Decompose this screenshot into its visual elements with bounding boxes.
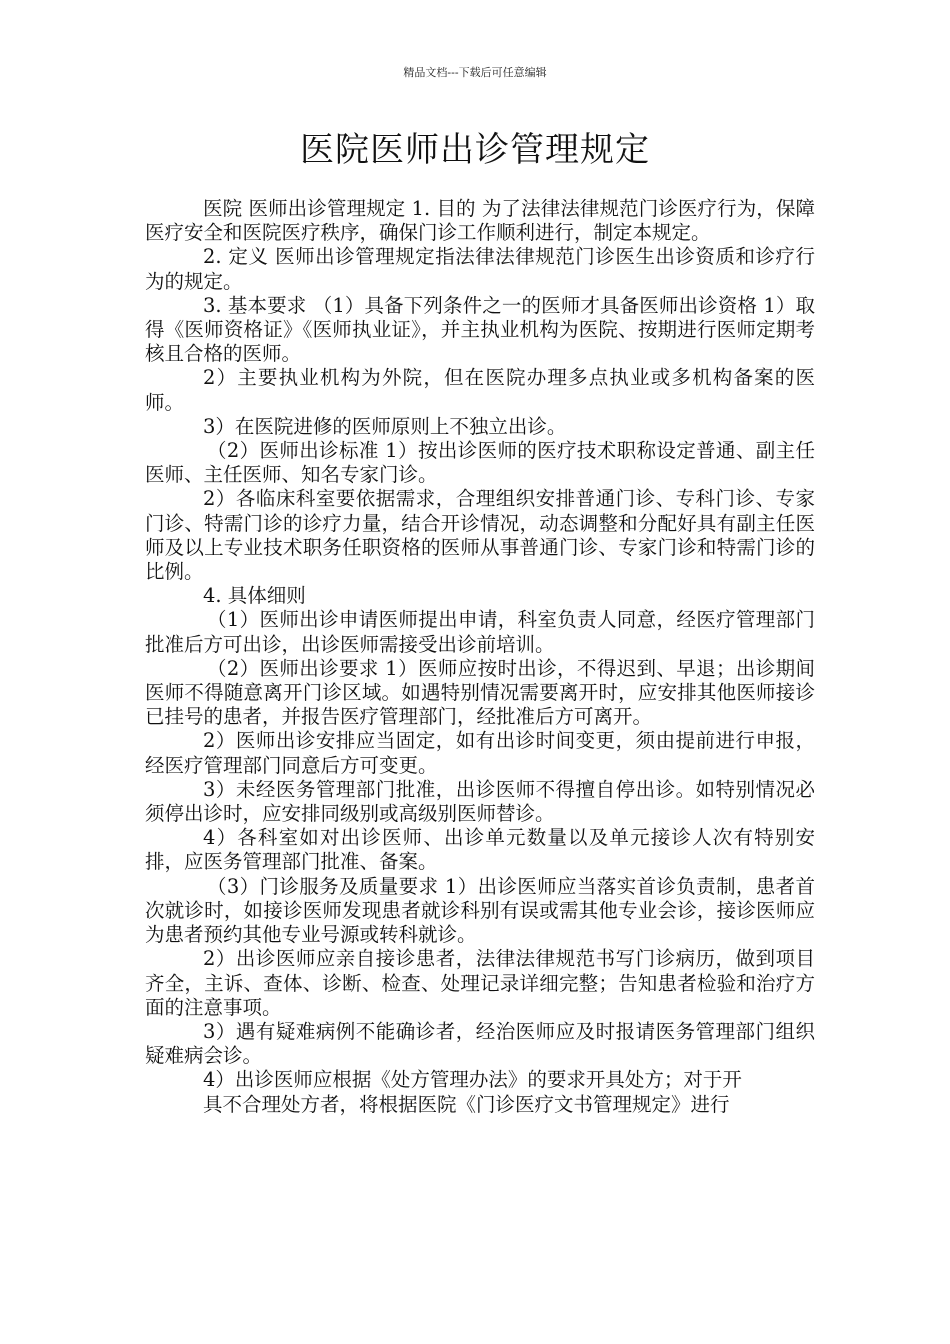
paragraph-item: （2）医师出诊标准 1）按出诊医师的医疗技术职称设定普通、副主任医师、主任医师、知名专家门诊。: [145, 439, 815, 487]
paragraph-item: 4）各科室如对出诊医师、出诊单元数量以及单元接诊人次有特别安排，应医务管理部门批准、备案。: [145, 826, 815, 874]
paragraph-item: 2）出诊医师应亲自接诊患者，法律法律规范书写门诊病历，做到项目齐全，主诉、查体、诊断、检查、处理记录详细完整；告知患者检验和治疗方面的注意事项。: [145, 947, 815, 1019]
paragraph-item: 3）未经医务管理部门批准，出诊医师不得擅自停出诊。如特别情况必须停出诊时，应安排同级别或高级别医师替诊。: [145, 777, 815, 826]
paragraph-basic-requirements: 3. 基本要求 （1）具备下列条件之一的医师才具备医师出诊资格 1）取得《医师资格证》《医师执业证》，并主执业机构为医院、按期进行医师定期考核且合格的医师。: [145, 293, 815, 366]
paragraph-item: （3）门诊服务及质量要求 1）出诊医师应当落实首诊负责制，患者首次就诊时，如接诊医师发现患者就诊科别有误或需其他专业会诊，接诊医师应为患者预约其他专业号源或转科就诊。: [145, 874, 815, 947]
section-heading-details: 4. 具体细则: [203, 584, 306, 608]
paragraph-item: 2）各临床科室要依据需求，合理组织安排普通门诊、专科门诊、专家门诊、特需门诊的诊疗力量，结合开诊情况，动态调整和分配好具有副主任医师及以上专业技术职务任职资格的医师从事普通门诊、专家门诊和特需门诊的比例。: [145, 487, 815, 584]
paragraph-item: 3）在医院进修的医师原则上不独立出诊。: [203, 414, 567, 438]
paragraph-item: 具不合理处方者，将根据医院《门诊医疗文书管理规定》进行: [203, 1092, 730, 1116]
paragraph-item: 4）出诊医师应根据《处方管理办法》的要求开具处方；对于开: [203, 1068, 742, 1092]
document-body: [145, 197, 815, 1117]
paragraph-item: （2）医师出诊要求 1）医师应按时出诊，不得迟到、早退；出诊期间医师不得随意离开门诊区域。如遇特别情况需要离开时，应安排其他医师接诊已挂号的患者，并报告医疗管理部门，经批准后方可离开。: [145, 656, 815, 729]
page-header-note: 精品文档---下载后可任意编辑: [403, 66, 547, 79]
paragraph-definition: 2. 定义 医师出诊管理规定指法律法律规范门诊医生出诊资质和诊疗行为的规定。: [145, 245, 815, 293]
paragraph-item: 3）遇有疑难病例不能确诊者，经治医师应及时报请医务管理部门组织疑难病会诊。: [145, 1019, 815, 1068]
paragraph-purpose: 医院 医师出诊管理规定 1. 目的 为了法律法律规范门诊医疗行为，保障医疗安全和医院医疗秩序，确保门诊工作顺利进行，制定本规定。: [145, 197, 815, 245]
paragraph-item: 2）医师出诊安排应当固定，如有出诊时间变更，须由提前进行申报，经医疗管理部门同意后方可变更。: [145, 729, 815, 777]
document-title: 医院医师出诊管理规定: [300, 130, 650, 170]
paragraph-item: （1）医师出诊申请医师提出申请，科室负责人同意，经医疗管理部门批准后方可出诊，出诊医师需接受出诊前培训。: [145, 608, 815, 656]
paragraph-item: 2）主要执业机构为外院，但在医院办理多点执业或多机构备案的医师。: [145, 366, 815, 414]
